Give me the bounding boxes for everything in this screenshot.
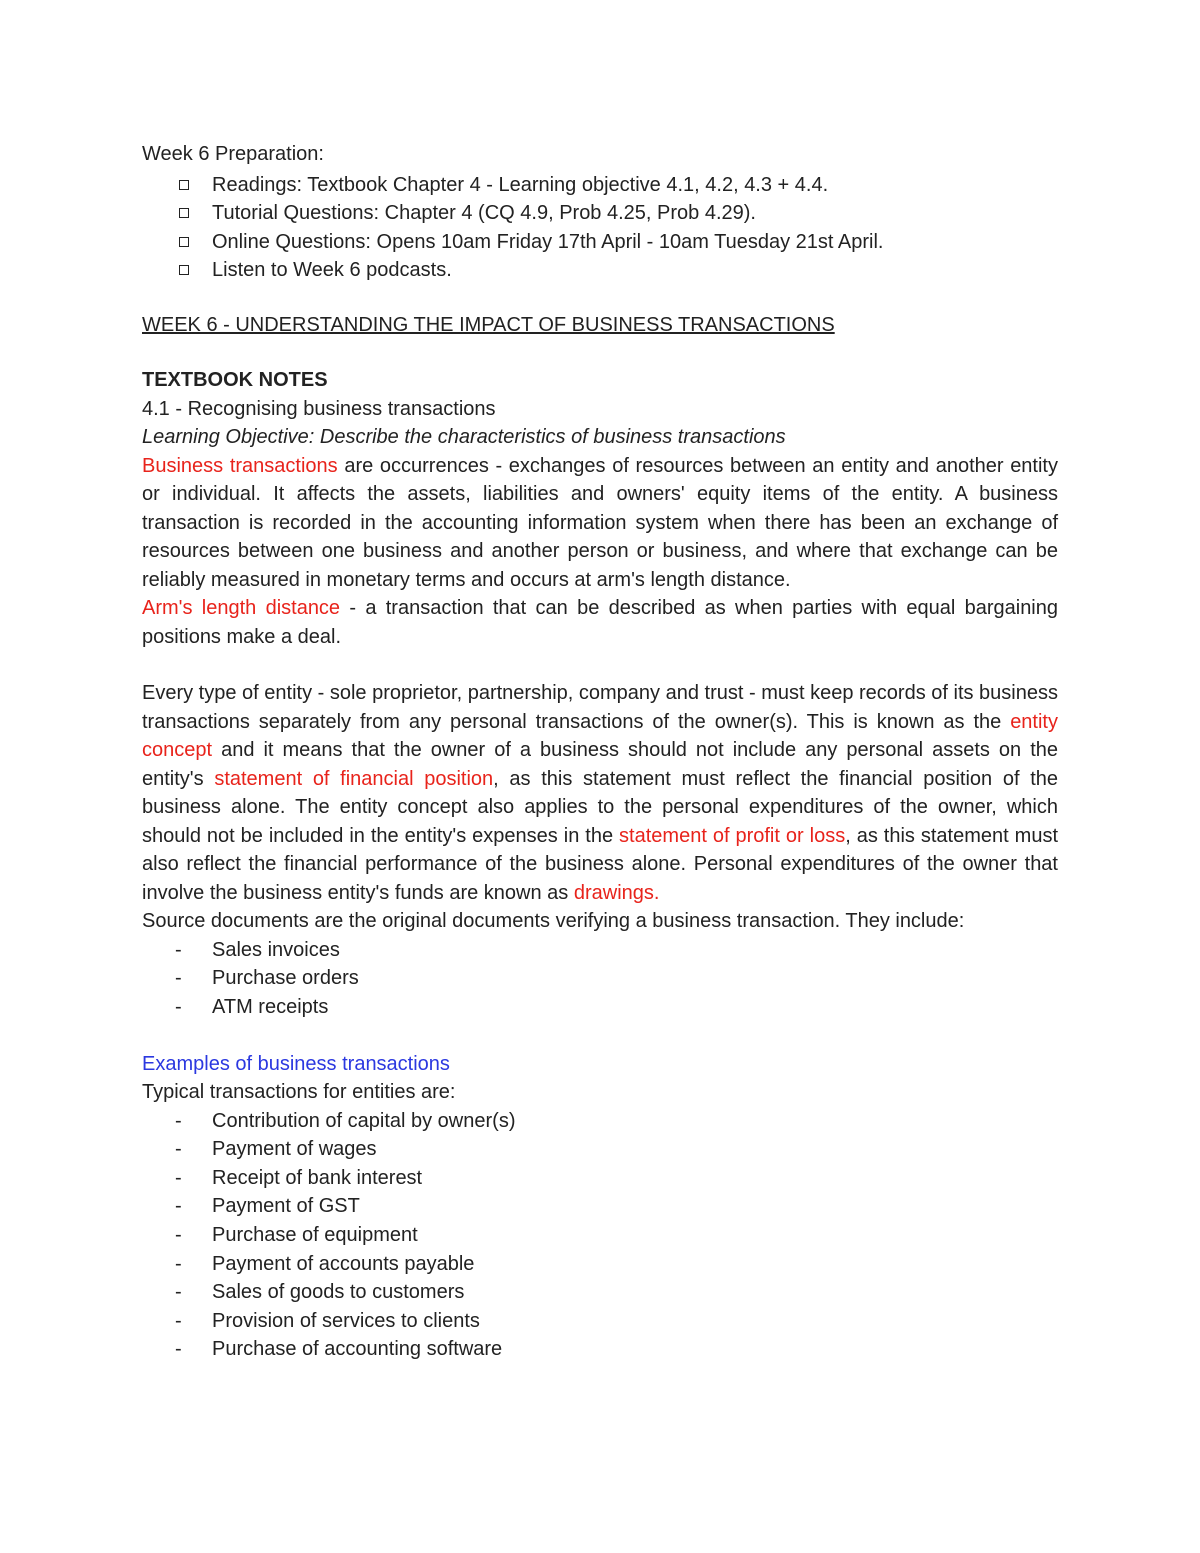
examples-list (142, 1107, 1058, 1364)
list-item: Tutorial Questions: Chapter 4 (CQ 4.9, Prob 4.25, Prob 4.29). (142, 199, 1058, 228)
notes-heading: TEXTBOOK NOTES (142, 369, 328, 392)
dash-bullet: - (175, 1338, 182, 1361)
dash-bullet: - (175, 1109, 182, 1132)
section-title: 4.1 - Recognising business transactions (142, 397, 496, 420)
list-item: - Payment of accounts payable (142, 1250, 1058, 1279)
list-item: - Purchase of equipment (142, 1221, 1058, 1250)
checkbox-bullet-icon (179, 265, 189, 275)
list-item: - Contribution of capital by owner(s) (142, 1107, 1058, 1136)
term-entity-concept: entity concept (142, 710, 1058, 762)
source-docs-intro: Source documents are the original documents verifying a business transaction. They include: (142, 910, 965, 933)
examples-intro: Typical transactions for entities are: (142, 1081, 456, 1104)
term-profit-or-loss: statement of profit or loss (619, 824, 846, 847)
list-item: - Purchase of accounting software (142, 1335, 1058, 1364)
dash-bullet: - (175, 1224, 182, 1247)
dash-bullet: - (175, 1138, 182, 1161)
dash-bullet: - (175, 1166, 182, 1189)
paragraph-entity-concept: Every type of entity - sole proprietor, partnership, company and trust - must keep records of its business transactions separately from any personal transactions of the owner(s). This is known as the entity concept and it means that the owner of a business should not include any personal assets on the entity's statement of financial position, as this statement must reflect the financial position of the business alone. The entity concept also applies to the personal expenditures of the owner, which should not be included in the entity's expenses in the statement of profit or loss, as this statement must also reflect the financial performance of the business alone. Personal expenditures of the owner that involve the business entity's funds are known as drawings. (142, 682, 1058, 904)
term-business-transactions: Business transactions (142, 454, 338, 477)
dash-bullet: - (175, 1309, 182, 1332)
dash-bullet: - (175, 1252, 182, 1275)
list-item: - Sales of goods to customers (142, 1278, 1058, 1307)
list-item: Listen to Week 6 podcasts. (142, 256, 1058, 285)
term-financial-position: statement of financial position (214, 767, 494, 790)
learning-objective: Learning Objective: Describe the characteristics of business transactions (142, 426, 786, 449)
paragraph-arms-length: Arm's length distance - a transaction that can be described as when parties with equal bargaining positions make a deal. (142, 597, 1059, 648)
list-item: - Payment of GST (142, 1192, 1058, 1221)
list-item: - Provision of services to clients (142, 1307, 1058, 1336)
prep-list (142, 171, 1058, 285)
list-item: - Purchase orders (142, 964, 1058, 993)
prep-title: Week 6 Preparation: (142, 143, 324, 165)
checkbox-bullet-icon (179, 208, 189, 218)
paragraph-business-transactions: Business transactions are occurrences - exchanges of resources between an entity and another entity or individual. It affects the assets, liabilities and owners' equity items of the entity. A business transaction is recorded in the accounting information system when there has been an exchange of resources between one business and another person or business, and where that exchange can be reliably measured in monetary terms and occurs at arm's length distance. (142, 454, 1058, 591)
dash-bullet: - (175, 1195, 182, 1218)
term-drawings: drawings (573, 881, 654, 904)
week-heading: WEEK 6 - UNDERSTANDING THE IMPACT OF BUSINESS TRANSACTIONS (142, 313, 835, 336)
list-item: - Receipt of bank interest (142, 1164, 1058, 1193)
dash-bullet: - (175, 996, 182, 1019)
examples-heading: Examples of business transactions (142, 1052, 450, 1075)
document-page (142, 140, 1058, 1364)
dash-bullet: - (175, 938, 182, 961)
list-item: Online Questions: Opens 10am Friday 17th April - 10am Tuesday 21st April. (142, 228, 1058, 257)
source-docs-list (142, 936, 1058, 1022)
dash-bullet: - (175, 967, 182, 990)
list-item: - ATM receipts (142, 993, 1058, 1022)
checkbox-bullet-icon (179, 180, 189, 190)
term-arms-length: Arm's length distance (142, 597, 341, 620)
dash-bullet: - (175, 1281, 182, 1304)
checkbox-bullet-icon (179, 237, 189, 247)
list-item: - Sales invoices (142, 936, 1058, 965)
list-item: Readings: Textbook Chapter 4 - Learning objective 4.1, 4.2, 4.3 + 4.4. (142, 171, 1058, 200)
list-item: - Payment of wages (142, 1135, 1058, 1164)
